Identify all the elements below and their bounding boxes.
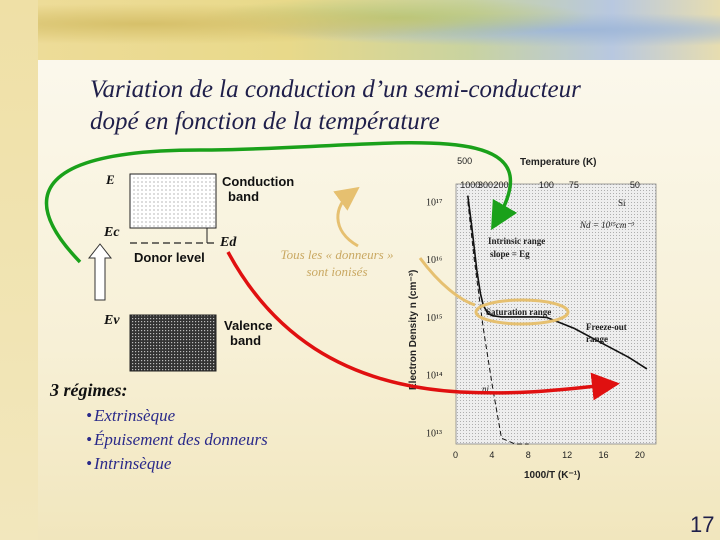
conduction-band-label-2: band [228, 189, 260, 204]
x-tick-label: 20 [634, 450, 645, 460]
regime-item-depletion: • Épuisement des donneurs [86, 430, 268, 449]
x-tick-label: 4 [489, 450, 495, 460]
valence-band-label-2: band [230, 333, 262, 348]
bullet-icon: • [86, 406, 92, 425]
y-tick-label: 10¹⁵ [426, 312, 443, 324]
y-axis-label: Electron Density n (cm⁻³) [408, 269, 419, 390]
ionized-donors-annotation: Tous les « donneurs » sont ionisés [280, 247, 394, 279]
bullet-icon: • [86, 430, 92, 449]
conduction-band-label: Conduction [222, 174, 295, 189]
bullet-icon: • [86, 454, 92, 473]
y-tick-label: 10¹³ [426, 428, 442, 440]
chart-annotation: Intrinsic range [488, 236, 546, 246]
donor-level-label: Donor level [134, 250, 205, 265]
chart-title: Temperature (K) [520, 157, 597, 168]
label-e: E [106, 172, 115, 187]
top-tick-label: 200 [493, 180, 509, 190]
y-tick-label: 10¹⁴ [426, 370, 443, 382]
page-number: 17 [690, 512, 715, 537]
x-axis-label: 1000/T (K⁻¹) [524, 470, 581, 481]
top-tick-label: 1000 [460, 180, 481, 190]
chart-annotation: ni [482, 384, 490, 394]
conduction-band-box [130, 174, 216, 228]
chart-annotation: Freeze-out [586, 322, 627, 332]
slide-title: Variation de la conduction d’un semi-conducteur dopé en fonction de la température [90, 76, 581, 135]
chart-annotation: range [586, 334, 608, 344]
top-tick-label: 300 [478, 180, 494, 190]
chart-annotation: slope = Eg [490, 249, 530, 259]
valence-band-label: Valence [224, 318, 273, 333]
label-ed: Ed [220, 235, 237, 250]
regime-item-extrinsic: • Extrinsèque [86, 406, 176, 425]
top-tick-label: 100 [538, 180, 554, 190]
y-tick-label: 10¹⁶ [426, 255, 443, 267]
y-tick-label: 10¹⁷ [426, 197, 443, 209]
chart-annotation: Si [618, 198, 626, 208]
top-tick-label: 50 [629, 180, 640, 190]
regimes-title: 3 régimes: [50, 380, 128, 400]
regimes-list [86, 404, 268, 476]
top-tick-label: 500 [457, 156, 473, 166]
electron-density-chart [408, 156, 656, 481]
energy-axis-arrow [89, 244, 111, 300]
gold-arrow-up [338, 194, 358, 246]
x-tick-label: 16 [598, 450, 609, 460]
x-tick-label: 0 [453, 450, 459, 460]
x-tick-label: 12 [562, 450, 573, 460]
valence-band-box [130, 315, 216, 371]
chart-annotation: Saturation range [486, 307, 552, 317]
label-ev: Ev [104, 313, 120, 328]
regime-item-intrinsic: • Intrinsèque [86, 454, 172, 473]
x-tick-label: 8 [525, 450, 531, 460]
chart-annotation: Nd = 10¹⁵cm⁻³ [580, 220, 634, 230]
top-tick-label: 75 [568, 180, 579, 190]
label-ec: Ec [104, 225, 120, 240]
